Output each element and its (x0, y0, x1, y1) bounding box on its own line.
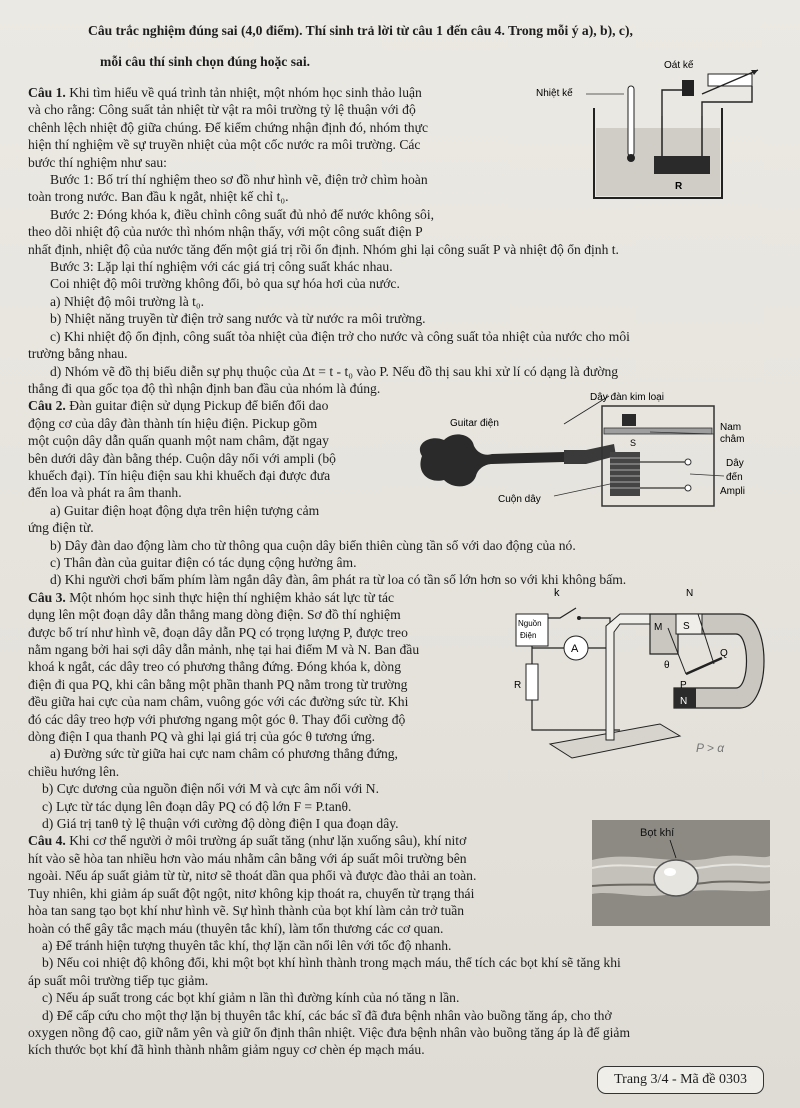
q3-option-a[interactable]: a) Đường sức từ giữa hai cực nam châm có phương thẳng đứng, (50, 746, 398, 762)
q2-option-a-cont: ứng điện từ. (28, 520, 94, 536)
source-label-2: Điện (520, 631, 537, 640)
q4-option-a[interactable]: a) Để tránh hiện tượng thuyên tắc khí, thợ lặn cần nổi lên với tốc độ nhanh. (42, 937, 452, 953)
point-p-label: P (680, 680, 687, 691)
q3-line: Một nhóm học sinh thực hiện thí nghiệm khảo sát lực từ tác (69, 589, 395, 605)
q4-line: hít vào sẽ hòa tan nhiều hơn vào máu nhằm cân bằng với áp suất môi trường bên (28, 850, 467, 866)
q4-line: Khi cơ thể người ở môi trường áp suất tăng (như lặn xuống sâu), khí nitơ (69, 833, 467, 849)
q2-line: Đàn guitar điện sử dụng Pickup để biến đổi dao (69, 398, 329, 414)
q3-line: nằm ngang bởi hai sợi dây dẫn mảnh, nhẹ tại hai điểm M và N. Ban đầu (28, 642, 420, 657)
q2-option-d[interactable]: d) Khi người chơi bấm phím làm ngắn dây đàn, âm phát ra từ loa có tần số lớn hơn so với khi không bấm. (50, 572, 627, 588)
q2-option-b[interactable]: b) Dây đàn dao động làm cho từ thông qua cuộn dây biến thiên cùng tần số với dao động của nó. (50, 537, 576, 553)
q1-line: chênh lệch nhiệt độ giữa chúng. Để kiểm chứng nhận định đó, nhóm thực (28, 119, 428, 135)
resistor-label: R (675, 181, 683, 192)
q4-line: Tuy nhiên, khi giảm áp suất đột ngột, nitơ không kịp thoát ra, chuyển từ trạng thái (28, 885, 475, 901)
guitar-label: Guitar điện (450, 418, 499, 429)
wire-label-3: Ampli (720, 486, 746, 497)
q3-option-a-cont: chiều hướng lên. (28, 763, 120, 779)
q1-option-c-cont: trường bằng nhau. (28, 346, 128, 362)
q1-option-b[interactable]: b) Nhiệt năng truyền từ điện trở sang nước và từ nước ra môi trường. (50, 311, 426, 327)
rheostat-label: R (514, 680, 522, 691)
q1-step2-cont: theo dõi nhiệt độ của nước thì nhóm nhận thấy, với một công suất điện P (28, 224, 423, 240)
switch-label: k (554, 587, 560, 599)
q4-option-d[interactable]: d) Để cấp cứu cho một thợ lặn bị thuyên tắc khí, các bác sĩ đã đưa bệnh nhân vào buồng tăng áp, cho thở (42, 1007, 612, 1023)
q1-line: hiện thí nghiệm về sự truyền nhiệt của một cốc nước ra môi trường. Các (28, 137, 421, 153)
q1-option-a[interactable]: a) Nhiệt độ môi trường là t₀. (50, 293, 205, 309)
q1-line: bước thí nghiệm như sau: (28, 154, 167, 170)
q2-line: khuếch đại). Tín hiệu điện sau khi khuếch đại được đưa (28, 467, 331, 483)
q2-guitar-pickup-figure (414, 384, 778, 514)
wire-label-1: Dây (726, 458, 744, 469)
q3-line: được bố trí như hình vẽ, đoạn dây dẫn PQ có trọng lượng P, được treo (28, 624, 408, 640)
q1-line: Khi tìm hiểu về quá trình tản nhiệt, một nhóm học sinh thảo luận (69, 85, 422, 100)
n-top-label: N (686, 588, 694, 599)
q1-option-d-cont: thẳng đi qua gốc tọa độ thì nhận định ban đầu của nhóm là đúng. (28, 380, 381, 396)
q1-option-c[interactable]: c) Khi nhiệt độ ổn định, công suất tỏa nhiệt của điện trở cho nước và công suất tỏa nhiệt của nước cho môi (50, 328, 630, 344)
q4-bubble-figure (592, 820, 770, 926)
q3-line: dòng điện I qua thanh PQ và ghi lại giá trị của góc θ tương ứng. (28, 729, 376, 745)
magnet-s-label: S (683, 621, 690, 632)
q2-line: một cuộn dây dẫn quấn quanh một nam châm, đặt ngay (28, 433, 329, 449)
wire-label-2: đến (726, 472, 743, 483)
q4-line: hoàn có thể gây tắc mạch máu (thuyên tắc khí), làm tổn thương các cơ quan. (28, 920, 444, 936)
pole-s-label: S (630, 438, 637, 448)
magnet-label-1: Nam (720, 422, 742, 433)
q1-step2: Bước 2: Đóng khóa k, điều chỉnh công suất đủ nhỏ để nước không sôi, (50, 206, 435, 222)
q3-line: đều giữa hai cực của nam châm, vuông góc với các đường sức từ. Khi (28, 694, 409, 710)
q1-option-d[interactable]: d) Nhóm vẽ đồ thị biểu diễn sự phụ thuộc của Δt = t - t₀ vào P. Nếu đồ thị sau khi xử lí có dạng là đường (50, 363, 619, 379)
q1-step3: Bước 3: Lặp lại thí nghiệm với các giá trị công suất khác nhau. (50, 259, 393, 275)
q2-line: động cơ của dây đàn thành tín hiệu điện. Pickup gồm (28, 415, 318, 431)
section-header-line1: Câu trắc nghiệm đúng sai (4,0 điểm). Thí sinh trả lời từ câu 1 đến câu 4. Trong mỗi ý a), b), c), (88, 22, 633, 38)
handwritten-note: P > α (696, 741, 725, 755)
point-q-label: Q (720, 648, 728, 659)
page-footer: Trang 3/4 - Mã đề 0303 (597, 1066, 764, 1094)
q1-note: Coi nhiệt độ môi trường không đổi, bỏ qua sự hóa hơi của nước. (50, 276, 400, 292)
q3-line: dụng lên một đoạn dây dẫn thẳng mang dòng điện. Sơ đồ thí nghiệm (28, 607, 401, 623)
section-header-line2: mỗi câu thí sinh chọn đúng hoặc sai. (100, 53, 311, 69)
angle-theta-label: θ (664, 660, 670, 671)
q3-line: điện đi qua PQ, khi cân bằng một phần thanh PQ nằm trong từ trường (28, 676, 408, 692)
q3-label: Câu 3. (28, 589, 66, 605)
q1-line: và cho rằng: Công suất tản nhiệt từ vật ra môi trường tỷ lệ thuận với độ (28, 102, 416, 118)
q1-step1-cont: toàn trong nước. Ban đầu k ngắt, nhiệt kế chỉ t₀. (28, 189, 289, 205)
wattmeter-label: Oát kế (664, 60, 694, 71)
q3-magnet-experiment-figure (510, 584, 780, 764)
q4-option-c[interactable]: c) Nếu áp suất trong các bọt khí giảm n lần thì đường kính của nó tăng n lần. (42, 990, 460, 1006)
magnet-n-bottom-label: N (680, 696, 688, 707)
point-m-label: M (654, 622, 663, 633)
q4-label: Câu 4. (28, 833, 66, 849)
q3-line: đó các dây treo hợp với phương ngang một góc θ. Thay đổi cường độ (28, 711, 406, 727)
q2-label: Câu 2. (28, 398, 66, 414)
q2-line: bên dưới dây đàn bằng thép. Cuộn dây nối với ampli (bộ (28, 450, 336, 466)
q1-label: Câu 1. (28, 85, 66, 100)
ammeter-label: A (571, 643, 579, 655)
q1-step1: Bước 1: Bố trí thí nghiệm theo sơ đồ như hình vẽ, điện trở chìm hoàn (50, 172, 428, 188)
q4-option-d-cont: oxygen nồng độ cao, giữ nằm yên và giữ ổn định thân nhiệt. Việc đưa bệnh nhân vào buồng tăng áp là để giảm (28, 1024, 631, 1040)
q4-option-d-cont: kích thước bọt khí đã hình thành nhằm giảm nguy cơ chèn ép mạch máu. (28, 1042, 425, 1058)
q3-line: khoá k ngắt, các dây treo có phương thẳng đứng. Đóng khóa k, dòng (28, 659, 402, 675)
q3-option-d[interactable]: d) Giá trị tanθ tỷ lệ thuận với cường độ dòng điện I qua đoạn dây. (42, 816, 399, 832)
q2-option-c[interactable]: c) Thân đàn của guitar điện có tác dụng cộng hưởng âm. (50, 554, 357, 570)
q3-option-c[interactable]: c) Lực từ tác dụng lên đoạn dây PQ có độ lớn F = P.tanθ. (42, 798, 352, 814)
q4-option-b[interactable]: b) Nếu coi nhiệt độ không đổi, khi một bọt khí hình thành trong mạch máu, thể tích các bọt khí sẽ tăng khi (42, 955, 621, 971)
magnet-label-2: châm (720, 434, 745, 445)
thermometer-label: Nhiệt kế (536, 88, 573, 99)
source-label-1: Nguồn (518, 619, 542, 628)
coil-label: Cuộn dây (498, 494, 541, 505)
q3-option-b[interactable]: b) Cực dương của nguồn điện nối với M và cực âm nối với N. (42, 781, 380, 797)
q4-line: ngoài. Nếu áp suất giảm từ từ, nitơ sẽ thoát dần qua phổi và được đào thải an toàn. (28, 868, 477, 884)
q1-apparatus-figure (532, 56, 772, 206)
bubble-label: Bọt khí (640, 827, 675, 839)
q2-option-a[interactable]: a) Guitar điện hoạt động dựa trên hiện tượng cảm (50, 502, 320, 518)
string-label: Dây đàn kim loại (590, 392, 664, 403)
q4-line: hòa tan sang tạo bọt khí như hình vẽ. Sự hình thành của bọt khí làm cản trở tuần (28, 903, 465, 919)
q2-line: đến loa và phát ra âm thanh. (28, 485, 182, 501)
q4-option-b-cont: áp suất môi trường tiếp tục giảm. (28, 972, 209, 988)
q1-step2-cont: nhất định, nhiệt độ của nước tăng đến một giá trị rồi ổn định. Nhóm ghi lại công suất P và nhiệt độ ổn định t. (28, 241, 619, 257)
